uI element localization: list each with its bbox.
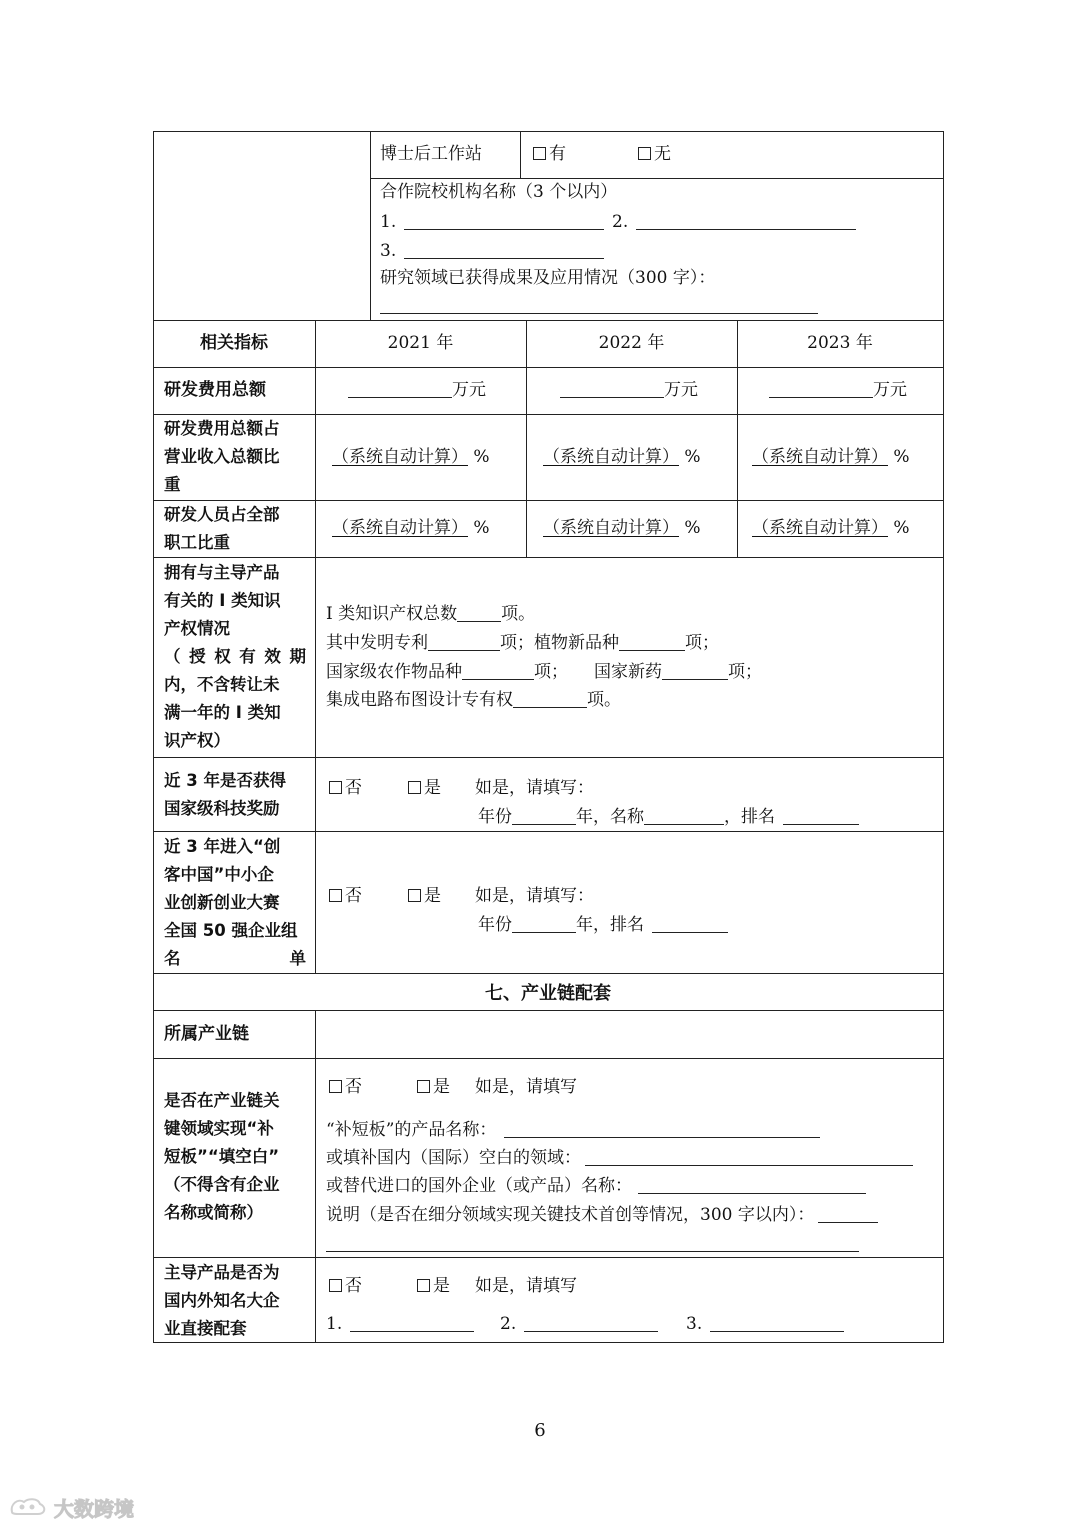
contest-label: 近 3 年进入“创 客中国”中小企 业创新创业大赛 全国 50 强企业组 名 单: [164, 837, 306, 968]
contest-fill-hint: 如是，请填写：: [475, 886, 594, 906]
fill-blank[interactable]: [348, 381, 452, 398]
shortboard-domain-line[interactable]: 或填补国内（国际）空白的领域：: [326, 1148, 913, 1168]
fill-blank[interactable]: [350, 1315, 474, 1332]
rd-total-2021[interactable]: 万元: [348, 380, 486, 400]
supply-fill-hint: 如是，请填写: [475, 1276, 577, 1296]
staff-ratio-2023: （系统自动计算） %: [752, 518, 910, 538]
award-fill-hint: 如是，请填写：: [475, 778, 594, 798]
supply-no-option[interactable]: 否: [329, 1276, 362, 1296]
watermark: [8, 1492, 134, 1522]
ip-total-line[interactable]: I 类知识产权总数 项。: [326, 604, 536, 624]
checkbox-icon[interactable]: [417, 1279, 430, 1292]
ip-variety-line[interactable]: 国家级农作物品种 项； 国家新药 项；: [326, 662, 762, 682]
checkbox-icon[interactable]: [638, 147, 651, 160]
supply-field-3[interactable]: 3.: [686, 1314, 844, 1334]
checkbox-icon[interactable]: [329, 889, 342, 902]
postdoc-no-option[interactable]: 无: [638, 144, 671, 164]
fill-blank[interactable]: [710, 1315, 844, 1332]
shortboard-no-option[interactable]: 否: [329, 1077, 362, 1097]
award-label: 近 3 年是否获得 国家级科技奖励: [164, 771, 286, 818]
fill-blank[interactable]: [783, 808, 859, 825]
fill-blank[interactable]: [512, 808, 576, 825]
fill-blank[interactable]: [585, 1149, 913, 1166]
fill-blank[interactable]: [636, 213, 856, 230]
staff-ratio-2021: （系统自动计算） %: [332, 518, 490, 538]
shortboard-desc-line[interactable]: 说明（是否在细分领域实现关键技术首创等情况，300 字以内）：: [326, 1205, 878, 1225]
postdoc-yes-option[interactable]: 有: [533, 144, 566, 164]
shortboard-replace-line[interactable]: 或替代进口的国外企业（或产品）名称：: [326, 1176, 866, 1196]
shortboard-label: 是否在产业链关 键领域实现“补 短板”“填空白” （不得含有企业 名称或简称）: [164, 1091, 280, 1222]
rd-total-2022[interactable]: 万元: [560, 380, 698, 400]
ip-circuit-line[interactable]: 集成电路布图设计专有权 项。: [326, 690, 621, 710]
fill-blank[interactable]: [404, 213, 604, 230]
fill-blank[interactable]: [560, 381, 664, 398]
shortboard-product-line[interactable]: “补短板”的产品名称：: [326, 1120, 820, 1140]
postdoc-label: 博士后工作站: [380, 144, 482, 164]
staff-ratio-label: 研发人员占全部 职工比重: [164, 505, 280, 552]
checkbox-icon[interactable]: [329, 1080, 342, 1093]
shortboard-fill-hint: 如是，请填写: [475, 1077, 577, 1097]
supply-yes-option[interactable]: 是: [417, 1276, 450, 1296]
coop-field-2[interactable]: 2.: [612, 212, 856, 232]
header-year-2022: 2022 年: [598, 333, 665, 353]
ip-patent-line[interactable]: 其中发明专利 项；植物新品种 项；: [326, 633, 719, 653]
award-no-option[interactable]: 否: [329, 778, 362, 798]
fill-blank[interactable]: [513, 691, 587, 708]
coop-title: 合作院校机构名称（3 个以内）: [380, 182, 618, 202]
contest-yes-option[interactable]: 是: [408, 886, 441, 906]
rd-ratio-label: 研发费用总额占 营业收入总额比 重: [164, 419, 280, 494]
watermark-text: 大数跨境: [54, 1496, 134, 1521]
staff-ratio-2022: （系统自动计算） %: [543, 518, 701, 538]
supply-field-1[interactable]: 1.: [326, 1314, 474, 1334]
checkbox-icon[interactable]: [533, 147, 546, 160]
award-detail-line[interactable]: 年份 年，名称 ，排名: [478, 807, 859, 827]
fill-blank[interactable]: [504, 1121, 820, 1138]
section-title: 七、产业链配套: [485, 983, 611, 1004]
chain-label: 所属产业链: [164, 1024, 249, 1044]
coop-field-3[interactable]: 3.: [380, 241, 604, 261]
header-year-2023: 2023 年: [807, 333, 873, 353]
rd-ratio-2021: （系统自动计算） %: [332, 447, 490, 467]
contest-detail-line[interactable]: 年份 年，排名: [478, 915, 728, 935]
fill-blank[interactable]: [462, 663, 534, 680]
header-indicator-label: 相关指标: [200, 333, 268, 353]
fill-blank[interactable]: [652, 916, 728, 933]
fill-blank[interactable]: [644, 808, 724, 825]
ip-label: 拥有与主导产品 有关的 I 类知识 产权情况 （授权有效期 内，不含转让未 满一年的 I 类知 识产权）: [164, 563, 306, 750]
fill-blank[interactable]: [662, 663, 728, 680]
research-blank[interactable]: [380, 313, 818, 314]
rd-ratio-2023: （系统自动计算） %: [752, 447, 910, 467]
checkbox-icon[interactable]: [329, 781, 342, 794]
supply-label: 主导产品是否为 国内外知名大企 业直接配套: [164, 1263, 280, 1338]
watermark-logo-icon: [8, 1494, 48, 1520]
shortboard-yes-option[interactable]: 是: [417, 1077, 450, 1097]
research-label: 研究领域已获得成果及应用情况（300 字）：: [380, 268, 716, 288]
coop-field-1[interactable]: 1.: [380, 212, 604, 232]
fill-blank[interactable]: [512, 916, 576, 933]
rd-ratio-2022: （系统自动计算） %: [543, 447, 701, 467]
fill-blank[interactable]: [818, 1206, 878, 1223]
fill-blank[interactable]: [457, 605, 501, 622]
fill-blank[interactable]: [404, 242, 604, 259]
fill-blank[interactable]: [428, 634, 500, 651]
award-yes-option[interactable]: 是: [408, 778, 441, 798]
checkbox-icon[interactable]: [417, 1080, 430, 1093]
checkbox-icon[interactable]: [408, 889, 421, 902]
fill-blank[interactable]: [524, 1315, 658, 1332]
supply-field-2[interactable]: 2.: [500, 1314, 658, 1334]
page-number: 6: [534, 1420, 546, 1441]
shortboard-desc-blank[interactable]: [326, 1251, 859, 1252]
checkbox-icon[interactable]: [408, 781, 421, 794]
fill-blank[interactable]: [619, 634, 685, 651]
fill-blank[interactable]: [769, 381, 873, 398]
fill-blank[interactable]: [638, 1177, 866, 1194]
header-year-2021: 2021 年: [387, 333, 454, 353]
rd-total-label: 研发费用总额: [164, 380, 266, 400]
checkbox-icon[interactable]: [329, 1279, 342, 1292]
contest-no-option[interactable]: 否: [329, 886, 362, 906]
chain-input[interactable]: [317, 1012, 941, 1056]
rd-total-2023[interactable]: 万元: [769, 380, 907, 400]
